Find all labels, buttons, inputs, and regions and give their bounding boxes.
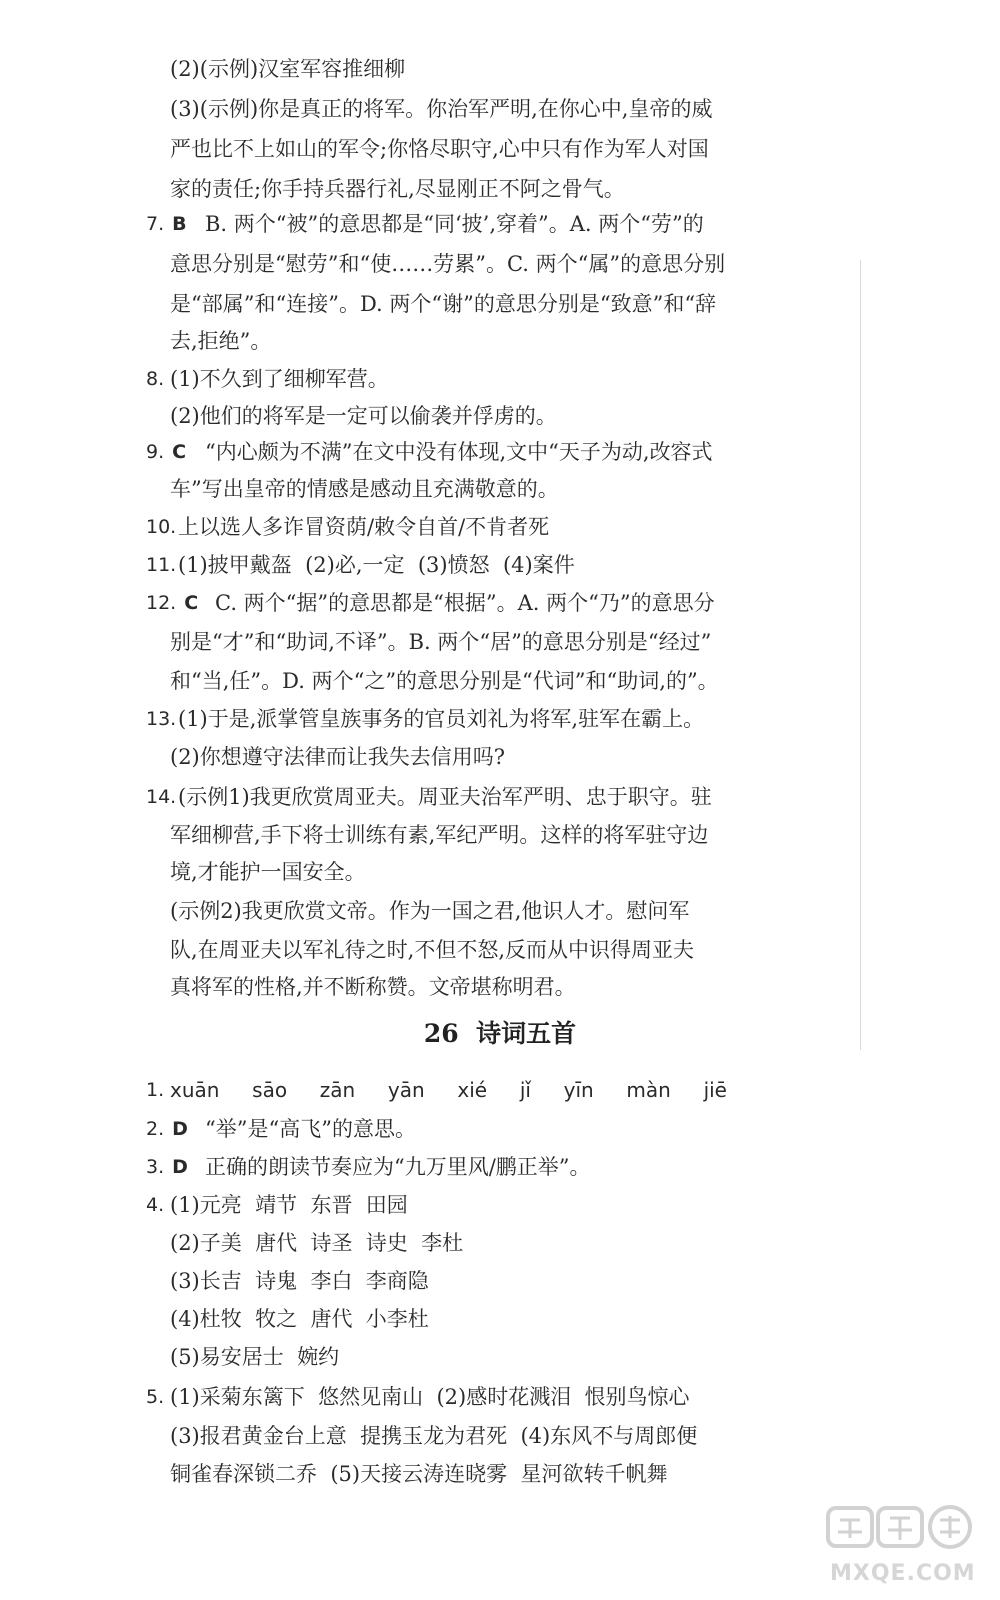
answer-text: 别是“才”和“助词,不译”。B. 两个“居”的意思分别是“经过” bbox=[170, 630, 712, 654]
question-number: 9. C bbox=[146, 441, 187, 463]
answer-letter: B bbox=[172, 213, 187, 235]
watermark-logo-icon bbox=[826, 1502, 976, 1552]
section-title: 26 诗词五首 bbox=[423, 1019, 577, 1048]
answer-letter: C bbox=[184, 592, 199, 614]
question-number: 4. bbox=[146, 1194, 165, 1216]
answer-text: 正确的朗读节奏应为“九万里风/鹏正举”。 bbox=[205, 1155, 591, 1179]
question-number: 8. bbox=[146, 368, 165, 390]
answer-letter: D bbox=[172, 1118, 188, 1140]
answer-text: (1)采菊东篱下 悠然见南山 (2)感时花溅泪 恨别鸟惊心 bbox=[170, 1385, 690, 1409]
answer-text: B. 两个“被”的意思都是“同‘披’,穿着”。A. 两个“劳”的 bbox=[205, 212, 704, 236]
answer-text: 家的责任;你手持兵器行礼,尽显刚正不阿之骨气。 bbox=[170, 177, 625, 201]
question-number: 5. bbox=[146, 1386, 165, 1408]
answer-text: 车”写出皇帝的情感是感动且充满敬意的。 bbox=[170, 477, 559, 501]
question-number: 13. bbox=[146, 708, 177, 730]
answer-text: 意思分别是“慰劳”和“使……劳累”。C. 两个“属”的意思分别 bbox=[170, 252, 726, 276]
question-number: 7. B bbox=[146, 213, 187, 235]
answer-text: (3)长吉 诗鬼 李白 李商隐 bbox=[170, 1269, 429, 1293]
answer-text: 去,拒绝”。 bbox=[170, 329, 272, 353]
question-number: 14. bbox=[146, 786, 177, 808]
question-number: 10. bbox=[146, 516, 177, 538]
pinyin-answers: xuān sāo zān yān xié jǐ yīn màn jiē bbox=[170, 1078, 727, 1102]
answer-text: 是“部属”和“连接”。D. 两个“谢”的意思分别是“致意”和“辞 bbox=[170, 292, 717, 316]
answer-text: (1)披甲戴盔 (2)必,一定 (3)愤怒 (4)案件 bbox=[178, 553, 575, 577]
question-number: 1. bbox=[146, 1079, 165, 1101]
answer-text: (4)杜牧 牧之 唐代 小李杜 bbox=[170, 1307, 429, 1331]
answer-text: 真将军的性格,并不断称赞。文帝堪称明君。 bbox=[170, 975, 576, 999]
answer-text: 队,在周亚夫以军礼待之时,不但不怒,反而从中识得周亚夫 bbox=[170, 938, 695, 962]
answer-text: (示例1)我更欣赏周亚夫。周亚夫治军严明、忠于职守。驻 bbox=[178, 785, 712, 809]
answer-text: (示例2)我更欣赏文帝。作为一国之君,他识人才。慰问军 bbox=[170, 899, 690, 923]
question-number: 12. C bbox=[146, 592, 199, 614]
answer-text: (1)于是,派掌管皇族事务的官员刘礼为将军,驻军在霸上。 bbox=[178, 707, 705, 731]
answer-text: 和“当,任”。D. 两个“之”的意思分别是“代词”和“助词,的”。 bbox=[170, 669, 719, 693]
answer-text: 军细柳营,手下将士训练有素,军纪严明。这样的将军驻守边 bbox=[170, 823, 709, 847]
question-number: 2. D bbox=[146, 1118, 188, 1140]
answer-text: 上以选人多诈冒资荫/敕令自首/不肯者死 bbox=[178, 515, 550, 539]
answer-text: “举”是“高飞”的意思。 bbox=[205, 1117, 416, 1141]
answer-text: “内心颇为不满”在文中没有体现,文中“天子为动,改容式 bbox=[205, 440, 713, 464]
question-number: 3. D bbox=[146, 1156, 188, 1178]
answer-text: (3)(示例)你是真正的将军。你治军严明,在你心中,皇帝的威 bbox=[170, 97, 713, 121]
answer-text: C. 两个“据”的意思都是“根据”。A. 两个“乃”的意思分 bbox=[215, 591, 715, 615]
answer-text: (2)子美 唐代 诗圣 诗史 李杜 bbox=[170, 1231, 464, 1255]
watermark-site-text: MXQE.COM bbox=[830, 1561, 976, 1586]
answer-text: (2)(示例)汉室军容推细柳 bbox=[170, 57, 406, 81]
answer-text: (1)不久到了细柳军营。 bbox=[170, 367, 389, 391]
answer-letter: D bbox=[172, 1156, 188, 1178]
answer-text: (1)元亮 靖节 东晋 田园 bbox=[170, 1193, 408, 1217]
answer-text: (5)易安居士 婉约 bbox=[170, 1345, 340, 1369]
answer-text: 铜雀春深锁二乔 (5)天接云涛连晓雾 星河欲转千帆舞 bbox=[170, 1462, 668, 1486]
answer-letter: C bbox=[172, 441, 187, 463]
answer-text: 境,才能护一国安全。 bbox=[170, 860, 366, 884]
page-fold-line bbox=[860, 260, 861, 1050]
answer-text: (2)他们的将军是一定可以偷袭并俘虏的。 bbox=[170, 404, 557, 428]
watermark-logo bbox=[816, 1502, 984, 1586]
question-number: 11. bbox=[146, 554, 177, 576]
answer-text: (2)你想遵守法律而让我失去信用吗? bbox=[170, 745, 506, 769]
answer-text: (3)报君黄金台上意 提携玉龙为君死 (4)东风不与周郎便 bbox=[170, 1424, 698, 1448]
answer-text: 严也比不上如山的军令;你恪尽职守,心中只有作为军人对国 bbox=[170, 137, 709, 161]
